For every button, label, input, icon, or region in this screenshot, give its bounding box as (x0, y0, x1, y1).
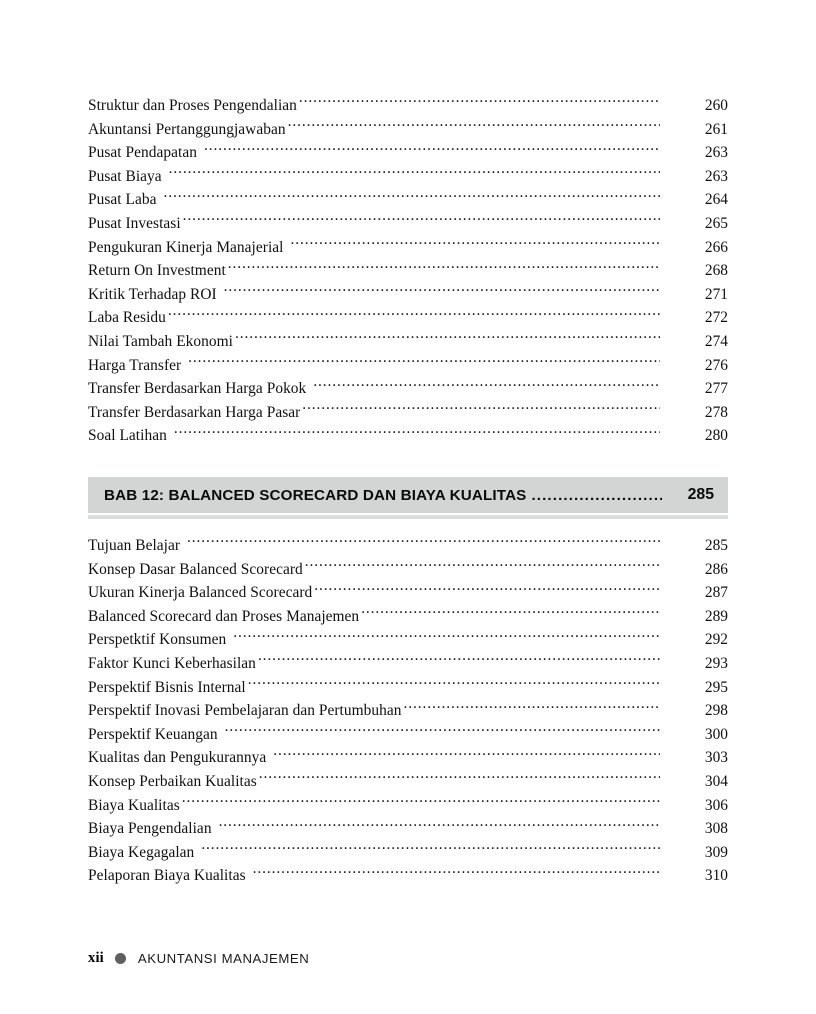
toc-entry[interactable] (88, 817, 728, 841)
toc-entry[interactable] (88, 794, 728, 818)
toc-entry-title: Pusat Biaya (88, 167, 162, 185)
toc-entry[interactable] (88, 236, 728, 260)
toc-entry-dot-leader (204, 141, 660, 157)
toc-entry-dot-leader (253, 864, 660, 880)
toc-entry[interactable] (88, 354, 728, 378)
footer-folio: xii (88, 949, 104, 966)
toc-entry[interactable] (88, 699, 728, 723)
toc-entry-page-number: 261 (704, 120, 728, 138)
toc-entry-page-number: 293 (704, 654, 728, 672)
toc-entry-page-number: 304 (704, 772, 728, 790)
toc-entry[interactable] (88, 94, 728, 118)
toc-entry[interactable] (88, 676, 728, 700)
toc-entry-title: Biaya Kualitas (88, 796, 180, 814)
toc-entry[interactable] (88, 306, 728, 330)
page-footer (88, 948, 309, 968)
toc-entry[interactable] (88, 864, 728, 888)
footer-book-title: AKUNTANSI MANAJEMEN (137, 950, 310, 966)
toc-entry-dot-leader (404, 699, 661, 715)
toc-entry-dot-leader (233, 628, 660, 644)
toc-entry-page-number: 289 (704, 607, 728, 625)
toc-entry[interactable] (88, 212, 728, 236)
toc-entry-page-number: 272 (704, 309, 728, 327)
toc-entry-page-number: 308 (704, 820, 728, 838)
chapter-banner-bar[interactable] (88, 477, 728, 513)
toc-entry-page-number: 268 (704, 262, 728, 280)
toc-entry[interactable] (88, 259, 728, 283)
toc-entry[interactable] (88, 534, 728, 558)
toc-entry-title: Soal Latihan (88, 427, 167, 445)
toc-entry-title: Perspektif Inovasi Pembelajaran dan Pertumbuhan (88, 702, 402, 720)
toc-entry-dot-leader (313, 377, 660, 393)
toc-entry-dot-leader (302, 401, 660, 417)
toc-entry-page-number: 285 (704, 537, 728, 554)
toc-entry-title: Balanced Scorecard dan Proses Manajemen (88, 607, 360, 625)
toc-entry[interactable] (88, 605, 728, 629)
toc-entry-title: Pusat Laba (88, 191, 157, 209)
toc-entry-title: Konsep Dasar Balanced Scorecard (88, 560, 303, 578)
toc-entry-title: Transfer Berdasarkan Harga Pokok (88, 380, 307, 398)
toc-entry-dot-leader (219, 817, 660, 833)
toc-entry-title: Perspetktif Konsumen (88, 631, 227, 649)
toc-entry-page-number: 278 (704, 403, 728, 421)
toc-entry-title: Perspektif Bisnis Internal (88, 678, 246, 696)
toc-entry-title: Tujuan Belajar (88, 537, 181, 554)
toc-entry-page-number: 260 (704, 97, 728, 114)
toc-entry[interactable] (88, 401, 728, 425)
toc-entry-page-number: 264 (704, 191, 728, 209)
toc-entry-title: Pengukuran Kinerja Manajerial (88, 238, 284, 256)
toc-entry-title: Struktur dan Proses Pengendalian (88, 97, 297, 114)
toc-entry-page-number: 310 (704, 867, 728, 885)
toc-entry[interactable] (88, 165, 728, 189)
toc-entry[interactable] (88, 283, 728, 307)
toc-entry-page-number: 266 (704, 238, 728, 256)
toc-entry-dot-leader (290, 236, 660, 252)
chapter-banner[interactable] (88, 477, 728, 519)
toc-entry[interactable] (88, 330, 728, 354)
toc-entry-title: Ukuran Kinerja Balanced Scorecard (88, 584, 313, 602)
toc-entry-title: Laba Residu (88, 309, 166, 327)
toc-entry-title: Kualitas dan Pengukurannya (88, 749, 267, 767)
toc-entry-title: Nilai Tambah Ekonomi (88, 332, 233, 350)
toc-entry-dot-leader (235, 330, 660, 346)
toc-entry-title: Pusat Pendapatan (88, 144, 197, 162)
toc-entry[interactable] (88, 723, 728, 747)
toc-entry-page-number: 274 (704, 332, 728, 350)
toc-entry-dot-leader (224, 283, 660, 299)
toc-entry-page-number: 280 (704, 427, 728, 445)
toc-entry-dot-leader (273, 746, 660, 762)
toc-entry[interactable] (88, 841, 728, 865)
toc-entry[interactable] (88, 770, 728, 794)
toc-entry-dot-leader (169, 165, 660, 181)
toc-entry[interactable] (88, 746, 728, 770)
toc-entry-dot-leader (188, 354, 660, 370)
toc-entry-page-number: 286 (704, 560, 728, 578)
toc-entry-title: Harga Transfer (88, 356, 182, 374)
chapter-banner-title: BAB 12: BALANCED SCORECARD DAN BIAYA KUALITAS (104, 486, 527, 504)
toc-entry-title: Kritik Terhadap ROI (88, 285, 217, 303)
toc-entry-page-number: 271 (704, 285, 728, 303)
toc-entry[interactable] (88, 188, 728, 212)
toc-entry-page-number: 263 (704, 167, 728, 185)
toc-entry-page-number: 263 (704, 144, 728, 162)
chapter-banner-shadow (88, 515, 728, 519)
toc-entry-title: Akuntansi Pertanggungjawaban (88, 120, 286, 138)
toc-entry[interactable] (88, 377, 728, 401)
toc-entry-page-number: 292 (704, 631, 728, 649)
toc-entry-dot-leader (174, 424, 660, 440)
toc-entry-dot-leader (288, 118, 660, 134)
bullet-dot-icon (115, 953, 126, 964)
toc-entry-page-number: 287 (704, 584, 728, 602)
toc-entry-dot-leader (314, 581, 660, 597)
toc-entry-dot-leader (201, 841, 660, 857)
toc-entry[interactable] (88, 141, 728, 165)
toc-entry-dot-leader (228, 259, 660, 275)
toc-entry-page-number: 309 (704, 843, 728, 861)
toc-entry-dot-leader (163, 188, 660, 204)
toc-entry[interactable] (88, 652, 728, 676)
toc-entry-page-number: 276 (704, 356, 728, 374)
toc-entry-dot-leader (183, 212, 660, 228)
toc-entry-dot-leader (259, 770, 660, 786)
toc-entry-page-number: 303 (704, 749, 728, 767)
toc-entry-title: Biaya Pengendalian (88, 820, 212, 838)
toc-entry-dot-leader (182, 794, 660, 810)
toc-section-two (88, 534, 728, 888)
toc-entry[interactable] (88, 628, 728, 652)
toc-entry-title: Perspektif Keuangan (88, 725, 218, 743)
toc-entry-page-number: 306 (704, 796, 728, 814)
toc-entry[interactable] (88, 558, 728, 582)
toc-entry-page-number: 265 (704, 214, 728, 232)
toc-entry-dot-leader (248, 676, 660, 692)
toc-entry[interactable] (88, 424, 728, 448)
toc-entry-title: Biaya Kegagalan (88, 843, 195, 861)
toc-entry-dot-leader (187, 534, 660, 550)
toc-section-one (88, 94, 728, 448)
toc-entry-dot-leader (168, 306, 660, 322)
chapter-banner-page-number: 285 (687, 486, 714, 503)
toc-entry[interactable] (88, 581, 728, 605)
toc-entry-page-number: 295 (704, 678, 728, 696)
toc-entry-title: Faktor Kunci Keberhasilan (88, 654, 256, 672)
toc-entry-dot-leader (299, 94, 660, 110)
toc-entry-page-number: 298 (704, 702, 728, 720)
toc-entry-title: Return On Investment (88, 262, 226, 280)
toc-entry-dot-leader (361, 605, 660, 621)
toc-entry[interactable] (88, 118, 728, 142)
toc-entry-dot-leader (305, 558, 660, 574)
toc-entry-page-number: 300 (704, 725, 728, 743)
toc-entry-title: Transfer Berdasarkan Harga Pasar (88, 403, 301, 421)
toc-entry-page-number: 277 (704, 380, 728, 398)
chapter-banner-dot-leader (531, 487, 662, 504)
toc-entry-title: Pusat Investasi (88, 214, 181, 232)
toc-entry-title: Pelaporan Biaya Kualitas (88, 867, 246, 885)
toc-entry-dot-leader (258, 652, 660, 668)
toc-entry-title: Konsep Perbaikan Kualitas (88, 772, 257, 790)
toc-entry-dot-leader (225, 723, 660, 739)
